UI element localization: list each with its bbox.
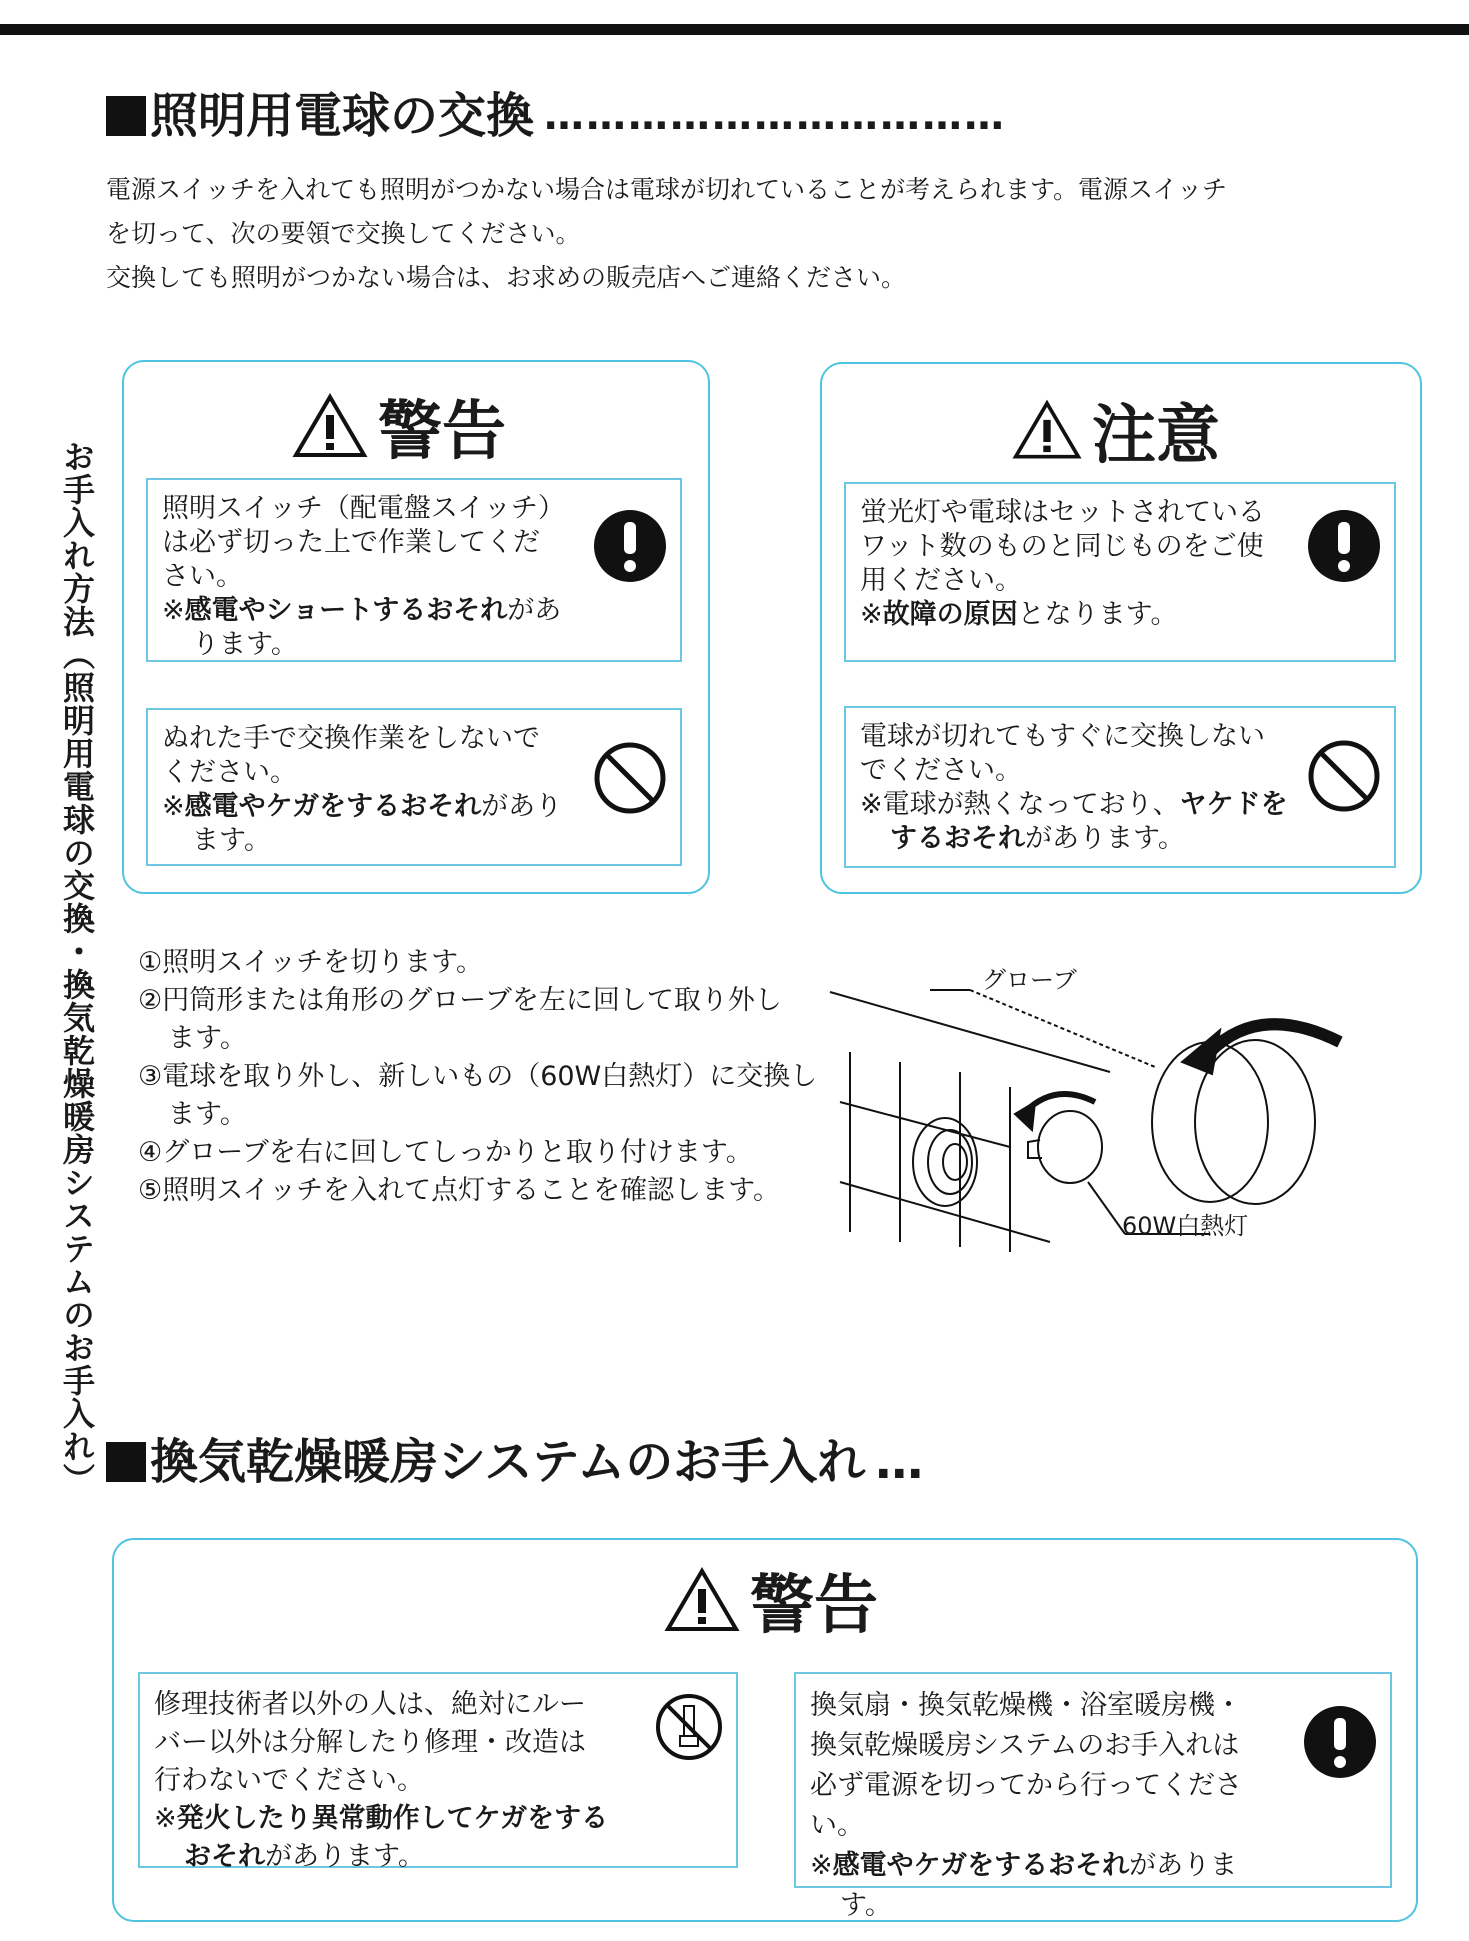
replacement-steps bbox=[138, 944, 818, 1210]
exclamation-icon bbox=[592, 508, 668, 584]
title-dots: …………………………… bbox=[544, 93, 1007, 139]
step-item: ③電球を取り外し、新しいもの（60W白熱灯）に交換します。 bbox=[138, 1061, 818, 1130]
step-item: ④グローブを右に回してしっかりと取り付けます。 bbox=[138, 1137, 753, 1168]
top-rule bbox=[0, 24, 1469, 35]
section-title-ventilation: 換気乾燥暖房システムのお手入れ … bbox=[106, 1438, 925, 1486]
step-item: ⑤照明スイッチを入れて点灯することを確認します。 bbox=[138, 1175, 780, 1206]
warning-item-power-off: 換気扇・換気乾燥機・浴室暖房機・換気乾燥暖房システムのお手入れは必ず電源を切ってから行ってください。 ※感電やケガをするおそれがあります。 bbox=[794, 1672, 1392, 1888]
caution-heading: 注意 bbox=[1012, 384, 1220, 476]
sidebar-label: お手入れ方法（照明用電球の交換・換気乾燥暖房システムのお手入れ） bbox=[58, 440, 96, 1496]
warning-heading: 警告 bbox=[292, 380, 506, 472]
bulb-replacement-illustration bbox=[810, 962, 1370, 1266]
title-dots: … bbox=[875, 1434, 926, 1490]
caution-item-wattage: 蛍光灯や電球はセットされているワット数のものと同じものをご使用ください。 ※故障の原因となります。 bbox=[844, 482, 1396, 662]
exclamation-icon bbox=[1306, 508, 1382, 584]
prohibition-icon bbox=[592, 740, 668, 816]
intro-text: 電源スイッチを入れても照明がつかない場合は電球が切れていることが考えられます。電源スイッチ を切って、次の要領で交換してください。 交換しても照明がつかない場合は、お求めの販売店へご連絡ください。 bbox=[106, 175, 1228, 292]
title-square-icon bbox=[106, 1442, 146, 1482]
warning-item-wet-hands: ぬれた手で交換作業をしないでください。 ※感電やケガをするおそれがあります。 bbox=[146, 708, 682, 866]
warning-panel-ventilation bbox=[112, 1538, 1418, 1922]
caution-triangle-icon bbox=[1012, 399, 1082, 461]
step-item: ①照明スイッチを切ります。 bbox=[138, 947, 483, 978]
label-60w-bulb: 60W白熱灯 bbox=[1122, 1212, 1249, 1240]
globe-bulb-drawing bbox=[810, 962, 1370, 1262]
warning-item-no-disassembly: 修理技術者以外の人は、絶対にルーバー以外は分解したり修理・改造は行わないでください。 ※発火したり異常動作してケガをするおそれがあります。 bbox=[138, 1672, 738, 1868]
warning-heading-2: 警告 bbox=[664, 1554, 878, 1646]
no-disassembly-icon bbox=[654, 1692, 724, 1762]
section-title-bulb: 照明用電球の交換 …………………………… bbox=[106, 92, 1006, 140]
step-item: ②円筒形または角形のグローブを左に回して取り外します。 bbox=[138, 985, 782, 1054]
label-globe: グローブ bbox=[982, 966, 1077, 994]
title-square-icon bbox=[106, 96, 146, 136]
caution-item-hot-bulb: 電球が切れてもすぐに交換しないでください。 ※電球が熱くなっており、ヤケドをするおそれがあります。 bbox=[844, 706, 1396, 868]
caution-panel bbox=[820, 362, 1422, 894]
warning-panel bbox=[122, 360, 710, 894]
warning-triangle-icon bbox=[664, 1567, 740, 1633]
warning-item-switch: 照明スイッチ（配電盤スイッチ）は必ず切った上で作業してください。 ※感電やショートするおそれがあります。 bbox=[146, 478, 682, 662]
exclamation-icon bbox=[1302, 1704, 1378, 1780]
warning-triangle-icon bbox=[292, 393, 368, 459]
prohibition-icon bbox=[1306, 738, 1382, 814]
